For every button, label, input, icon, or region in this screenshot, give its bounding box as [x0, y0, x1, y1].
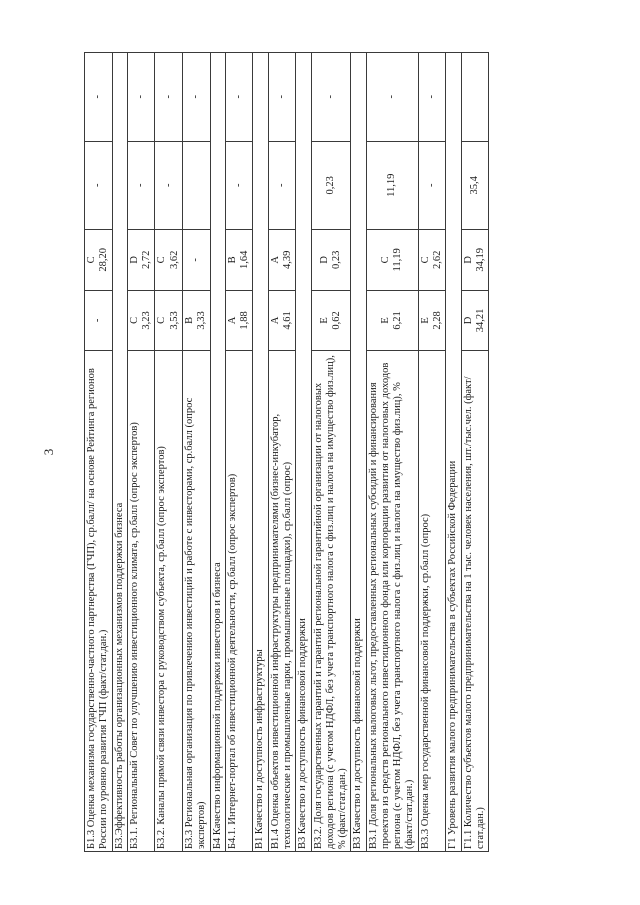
value-cell — [182, 53, 210, 142]
section-row — [210, 53, 225, 852]
value-number: 3,33 — [196, 311, 208, 330]
grade-letter: D — [128, 256, 140, 264]
value-cell — [155, 230, 183, 291]
section-title: Б3.Эффективность работы организационных механизмов поддержки бизнеса — [112, 53, 127, 852]
grade-letter: E — [379, 317, 391, 324]
value-cell — [155, 53, 183, 142]
value-number: - — [275, 95, 287, 99]
value-cell — [127, 53, 155, 142]
section-row — [296, 53, 311, 852]
value-number: 1,64 — [239, 250, 251, 270]
indicator-row — [155, 53, 183, 852]
indicator-name: В3.3 Оценка мер государственной финансовой поддержки, ср.балл (опрос) — [418, 351, 446, 852]
value-number: - — [425, 95, 437, 99]
indicator-name: В1.4 Оценка объектов инвестиционной инфраструктуры предпринимателями (бизнес-инкубатор, технологические и промышленные парки, промышленные площадки), ср.балл (опрос) — [268, 351, 296, 852]
page-number: 3 — [41, 448, 56, 456]
value-cell — [268, 141, 296, 230]
value-number: - — [134, 95, 146, 99]
value-number: - — [162, 95, 174, 99]
section-row — [253, 53, 268, 852]
value-cell — [418, 141, 446, 230]
value-number: - — [92, 95, 104, 99]
section-row — [112, 53, 127, 852]
value-number: 0,23 — [324, 176, 336, 195]
value-cell — [268, 230, 296, 291]
value-cell — [182, 141, 210, 230]
indicator-row — [225, 53, 253, 852]
grade-letter: B — [226, 256, 238, 264]
value-number: - — [190, 258, 202, 262]
value-cell — [225, 53, 253, 142]
value-number: 6,21 — [392, 311, 404, 330]
section-title: Б4 Качество информационной поддержки инвесторов и бизнеса — [210, 53, 225, 852]
value-cell — [461, 290, 489, 351]
value-number: 34,19 — [474, 248, 486, 272]
value-cell — [155, 290, 183, 351]
grade-letter: A — [269, 256, 281, 264]
value-cell — [225, 230, 253, 291]
value-number: 3,62 — [168, 250, 180, 270]
value-cell — [85, 53, 113, 142]
indicator-name: Б4.1. Интернет-портал об инвестиционной деятельности, ср.балл (опрос экспертов) — [225, 351, 253, 852]
grade-letter: C — [156, 316, 168, 324]
grade-letter: A — [269, 316, 281, 325]
value-cell — [225, 141, 253, 230]
value-number: - — [162, 183, 174, 188]
value-cell — [366, 230, 418, 291]
indicator-name: В3.2. Доля государственных гарантий и гарантий региональной гарантийной организации от налоговых доходов региона (с учетом НДФЛ, без учета транспортного налога с физ.лиц и налога на имущество физ.лиц), % (факт/стат.дан.) — [311, 351, 351, 852]
section-title: В3 Качество и доступность финансовой поддержки — [351, 53, 366, 852]
value-number: 3,53 — [168, 311, 180, 330]
value-cell — [268, 290, 296, 351]
value-number: - — [425, 183, 437, 188]
grade-letter: E — [419, 317, 431, 324]
value-cell — [311, 141, 351, 230]
grade-letter: E — [318, 317, 330, 324]
indicator-row — [268, 53, 296, 852]
value-number: - — [190, 95, 202, 99]
indicator-name: Б3.1. Региональный Совет по улучшению инвестиционного климата, ср.балл (опрос экспертов) — [127, 351, 155, 852]
value-cell — [366, 53, 418, 142]
section-title: Г1 Уровень развития малого предпринимательства в субъектах Российской Федерации — [446, 53, 461, 852]
indicator-name: Б3.3 Региональная организация по привлечению инвестиций и работе с инвесторами, ср.балл (опрос экспертов) — [182, 351, 210, 852]
value-cell — [85, 290, 113, 351]
value-number: 11,19 — [392, 248, 404, 272]
indicator-row — [311, 53, 351, 852]
value-cell — [418, 53, 446, 142]
indicator-row — [85, 53, 113, 852]
indicators-table — [84, 52, 489, 852]
value-cell — [311, 230, 351, 291]
grade-letter: D — [462, 316, 474, 325]
value-number: - — [134, 183, 146, 188]
rotated-table-area — [84, 52, 572, 852]
indicator-name: Г1.1 Количество субъектов малого предпринимательства на 1 тыс. человек населения, шт./тыс.чел. (факт/стат.дан.) — [461, 351, 489, 852]
grade-letter: C — [86, 256, 97, 264]
value-number: 2,62 — [432, 250, 444, 270]
indicators-table-body — [85, 53, 489, 852]
grade-letter: C — [128, 316, 140, 324]
value-cell — [418, 290, 446, 351]
value-number: - — [92, 183, 104, 188]
grade-letter: C — [156, 256, 168, 264]
value-cell — [418, 230, 446, 291]
value-number: - — [275, 183, 287, 188]
section-title: В3 Качество и доступность финансовой поддержки — [296, 53, 311, 852]
indicator-row — [127, 53, 155, 852]
value-number: 3,23 — [141, 311, 153, 330]
value-cell — [85, 230, 113, 291]
value-number: - — [92, 318, 104, 323]
grade-letter: C — [379, 256, 391, 264]
section-row — [351, 53, 366, 852]
rotated-table-container — [84, 52, 572, 852]
value-number: 11,19 — [386, 173, 398, 197]
indicator-row — [418, 53, 446, 852]
grade-letter: D — [462, 256, 474, 264]
value-number: 4,61 — [281, 311, 293, 330]
value-number: - — [386, 95, 398, 99]
section-title: В1 Качество и доступность инфраструктуры — [253, 53, 268, 852]
value-cell — [127, 230, 155, 291]
value-number: 34,21 — [474, 308, 486, 333]
value-cell — [268, 53, 296, 142]
indicator-name: В3.1 Доля региональных налоговых льгот, предоставленных региональных субсидий и финансирования проектов из средств регионального инвестиционного фонда или корпорации развития от налоговых доходов региона (с учетом НДФЛ, без учета транспортного налога с физ.лиц и налога на имущество физ.лиц), % (факт/стат.дан.) — [366, 351, 418, 852]
value-cell — [311, 290, 351, 351]
value-number: 28,20 — [98, 248, 110, 272]
grade-letter: D — [318, 256, 330, 264]
indicator-name: Б3.2. Каналы прямой связи инвестора с руководством субъекта, ср.балл (опрос экспертов) — [155, 351, 183, 852]
indicator-name: Б1.3 Оценка механизма государственно-частного партнерства (ГЧП), ср.балл/ на основе Рейтинга регионов России по уровню развития ГЧП (факт/стат.дан.) — [85, 351, 113, 852]
indicator-row — [461, 53, 489, 852]
value-cell — [461, 230, 489, 291]
value-number: 1,88 — [239, 311, 251, 330]
value-cell — [311, 53, 351, 142]
value-cell — [182, 290, 210, 351]
value-cell — [461, 53, 489, 142]
value-cell — [85, 141, 113, 230]
value-number: - — [232, 183, 244, 188]
value-number: 0,62 — [330, 311, 342, 330]
value-cell — [127, 141, 155, 230]
value-number: 35,4 — [468, 176, 480, 195]
grade-letter: C — [419, 256, 431, 264]
value-cell — [225, 290, 253, 351]
value-cell — [182, 230, 210, 291]
value-cell — [155, 141, 183, 230]
value-cell — [366, 141, 418, 230]
value-number: 2,72 — [141, 250, 153, 270]
value-number: 4,39 — [281, 250, 293, 270]
value-number: - — [232, 95, 244, 99]
section-row — [446, 53, 461, 852]
grade-letter: A — [226, 316, 238, 325]
indicator-row — [366, 53, 418, 852]
value-number: 0,23 — [330, 250, 342, 270]
grade-letter: B — [183, 316, 195, 324]
value-cell — [127, 290, 155, 351]
value-cell — [461, 141, 489, 230]
indicator-row — [182, 53, 210, 852]
value-cell — [366, 290, 418, 351]
value-number: 2,28 — [432, 311, 444, 330]
value-number: - — [324, 95, 336, 99]
